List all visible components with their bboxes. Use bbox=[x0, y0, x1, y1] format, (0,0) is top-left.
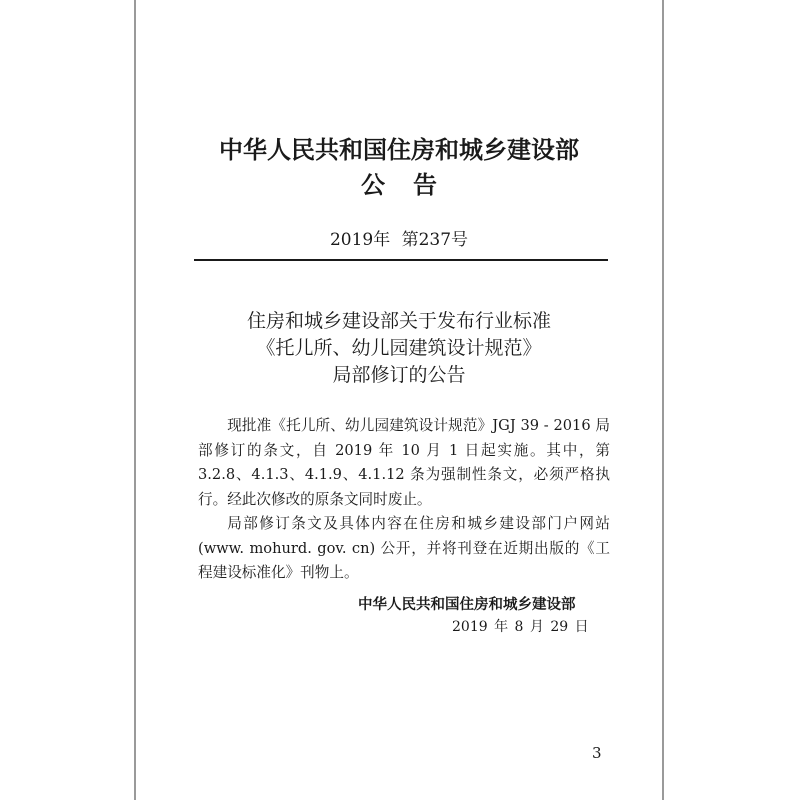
body-paragraph: 现批准《托儿所、幼儿园建筑设计规范》JGJ 39 - 2016 局部修订的条文，自 2019 年 10 月 1 日起实施。其中，第 3.2.8、4.1.3、4.1.9、4.1.12 条为强制性条文，必须严格执行。经此次修改的原条文同时废止。 bbox=[198, 417, 610, 508]
page-number: 3 bbox=[592, 744, 602, 762]
issuer-title: 中华人民共和国住房和城乡建设部 bbox=[219, 136, 579, 164]
announcement-body bbox=[198, 414, 610, 586]
announcement-subject bbox=[136, 308, 662, 389]
body-paragraph: 局部修订条文及具体内容在住房和城乡建设部门户网站(www. mohurd. gov. cn) 公开，并将刊登在近期出版的《工程建设标准化》刊物上。 bbox=[198, 515, 610, 581]
signature-issuer: 中华人民共和国住房和城乡建设部 bbox=[358, 597, 576, 613]
document-type: 公告 bbox=[361, 171, 465, 199]
signature-date: 2019 年 8 月 29 日 bbox=[452, 619, 589, 635]
document-number: 2019年 第237号 bbox=[329, 230, 469, 250]
subject-line: 局部修订的公告 bbox=[332, 364, 466, 386]
header-divider bbox=[194, 259, 608, 261]
subject-line: 《托儿所、幼儿园建筑设计规范》 bbox=[256, 337, 542, 359]
subject-line: 住房和城乡建设部关于发布行业标准 bbox=[246, 310, 551, 332]
document-page bbox=[134, 0, 664, 800]
